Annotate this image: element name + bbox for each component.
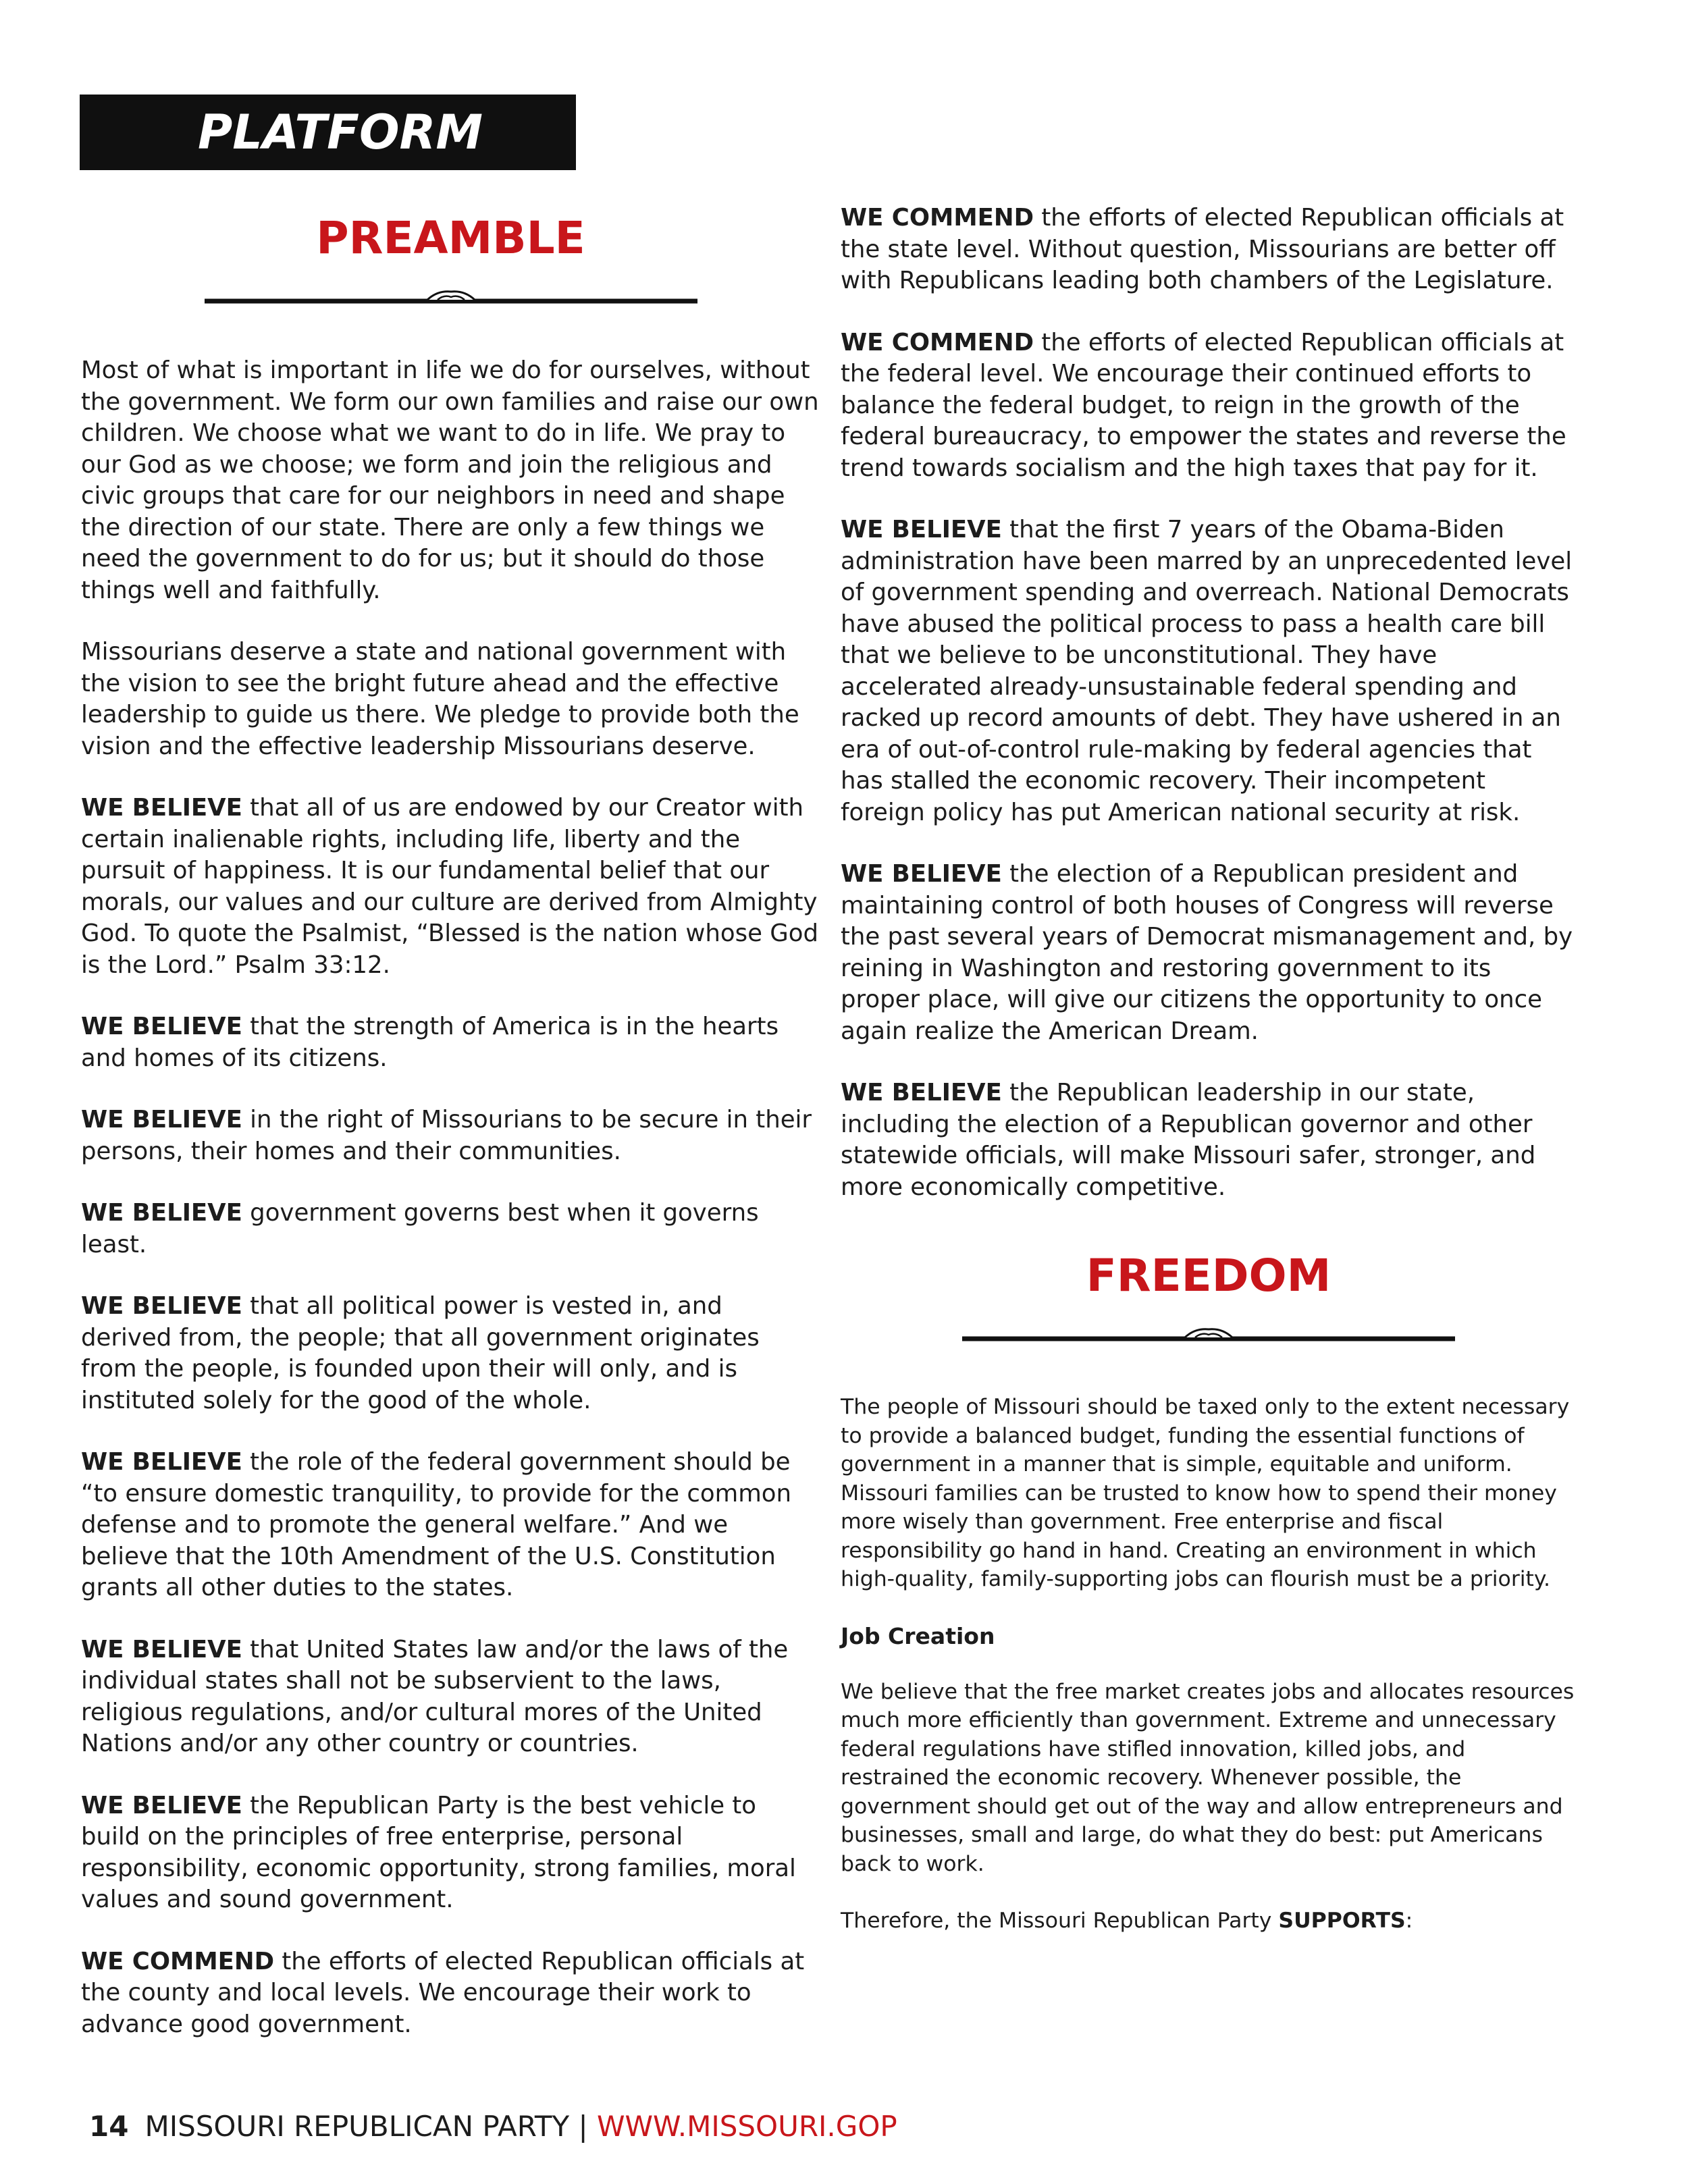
preamble-paragraph: WE BELIEVE that all political power is vested in, and derived from, the people; that all government originates from the people, is founded upon their will only, and is instituted solely for the good of the whole. — [81, 1292, 760, 1414]
footer-org: MISSOURI REPUBLICAN PARTY — [144, 2110, 570, 2143]
page-footer — [89, 2110, 897, 2143]
preamble-paragraph: WE BELIEVE in the right of Missourians to be secure in their persons, their homes and their communities. — [81, 1106, 812, 1165]
right-column — [841, 203, 1577, 1964]
platform-banner: PLATFORM — [80, 95, 576, 170]
job-creation-heading: Job Creation — [841, 1622, 995, 1649]
commend-paragraph: WE COMMEND the efforts of elected Republican officials at the state level. Without question, Missourians are better off with Republicans leading both chambers of the Legislature. — [841, 204, 1564, 294]
believe-paragraph: WE BELIEVE the election of a Republican president and maintaining control of both houses of Congress will reverse the past several years of Democrat mismanagement and, by reining in Washington and restoring government to its proper place, will give our citizens the opportunity to once again realize the American Dream. — [841, 860, 1573, 1045]
page-number: 14 — [89, 2110, 129, 2143]
footer-separator: | — [569, 2110, 597, 2143]
preamble-paragraph: WE BELIEVE the Republican Party is the best vehicle to build on the principles of free enterprise, personal responsibility, economic opportunity, strong families, moral values and sound government. — [81, 1791, 796, 1913]
commend-paragraph: WE COMMEND the efforts of elected Republican officials at the federal level. We encourage their continued efforts to balance the federal budget, to reign in the growth of the federal bureaucracy, to empower the states and reverse the trend towards socialism and the high taxes that pay for it. — [841, 328, 1566, 482]
preamble-paragraph: WE BELIEVE that United States law and/or the laws of the individual states shall not be subservient to the laws, religious regulations, and/or cultural mores of the United Nations and/or any other country or countries. — [81, 1635, 789, 1757]
preamble-paragraph: Most of what is important in life we do for ourselves, without the government. We form our own families and raise our own children. We choose what we want to do in life. We pray to our God as we choose; we form and join the religious and civic groups that care for our neighbors in need and shape the direction of our state. There are only a few things we need the government to do for us; but it should do those things well and faithfully. — [81, 356, 819, 604]
left-column — [81, 212, 820, 2071]
preamble-paragraphs — [81, 355, 820, 2040]
preamble-paragraph: WE BELIEVE the role of the federal government should be “to ensure domestic tranquility, to provide for the common defense and to promote the general welfare.” And we believe that the 10th Amendment of the U.S. Constitution grants all other duties to the states. — [81, 1448, 792, 1601]
ornament-divider-icon — [205, 286, 697, 313]
preamble-title: PREAMBLE — [316, 212, 585, 264]
job-creation-text: We believe that the free market creates jobs and allocates resources much more efficiently than government. Extreme and unnecessary federal regulations have stifled innovation, killed jobs, and restrained the economic recovery. Whenever possible, the government should get out of the way and allow entrepreneurs and businesses, small and large, do what they do best: put Americans back to work. — [841, 1679, 1575, 1876]
preamble-paragraph: WE BELIEVE that the strength of America is in the hearts and homes of its citizens. — [81, 1013, 779, 1072]
freedom-title: FREEDOM — [1086, 1250, 1331, 1302]
preamble-paragraph: WE BELIEVE government governs best when it governs least. — [81, 1199, 759, 1258]
ornament-divider-icon — [962, 1324, 1455, 1351]
footer-url-link[interactable]: WWW.MISSOURI.GOP — [597, 2110, 897, 2143]
supports-line: Therefore, the Missouri Republican Party SUPPORTS: — [841, 1909, 1413, 1933]
believe-paragraph: WE BELIEVE that the first 7 years of the Obama-Biden administration have been marred by an unprecedented level of government spending and overreach. National Democrats have abused the political process to pass a health care bill that we believe to be unconstitutional. They have accelerated already-unsustainable federal spending and racked up record amounts of debt. They have ushered in an era of out-of-control rule-making by federal agencies that has stalled the economic recovery. Their incompetent foreign policy has put American national security at risk. — [841, 516, 1573, 826]
believe-paragraph: WE BELIEVE the Republican leadership in our state, including the election of a Republican governor and other statewide officials, will make Missouri safer, stronger, and more economically competitive. — [841, 1079, 1536, 1201]
preamble-paragraph: WE BELIEVE that all of us are endowed by our Creator with certain inalienable rights, including life, liberty and the pursuit of happiness. It is our fundamental belief that our morals, our values and our culture are derived from Almighty God. To quote the Psalmist, “Blessed is the nation whose God is the Lord.” Psalm 33:12. — [81, 794, 819, 979]
preamble-paragraph: Missourians deserve a state and national government with the vision to see the bright future ahead and the effective leadership to guide us there. We pledge to provide both the vision and the effective leadership Missourians deserve. — [81, 638, 799, 760]
freedom-intro: The people of Missouri should be taxed only to the extent necessary to provide a balanced budget, funding the essential functions of government in a manner that is simple, equitable and uniform. Missouri families can be trusted to know how to spend their money more wisely than government. Free enterprise and fiscal responsibility go hand in hand. Creating an environment in which high-quality, family-supporting jobs can flourish must be a priority. — [841, 1395, 1570, 1591]
preamble-paragraph: WE COMMEND the efforts of elected Republican officials at the county and local levels. We encourage their work to advance good government. — [81, 1947, 805, 2038]
